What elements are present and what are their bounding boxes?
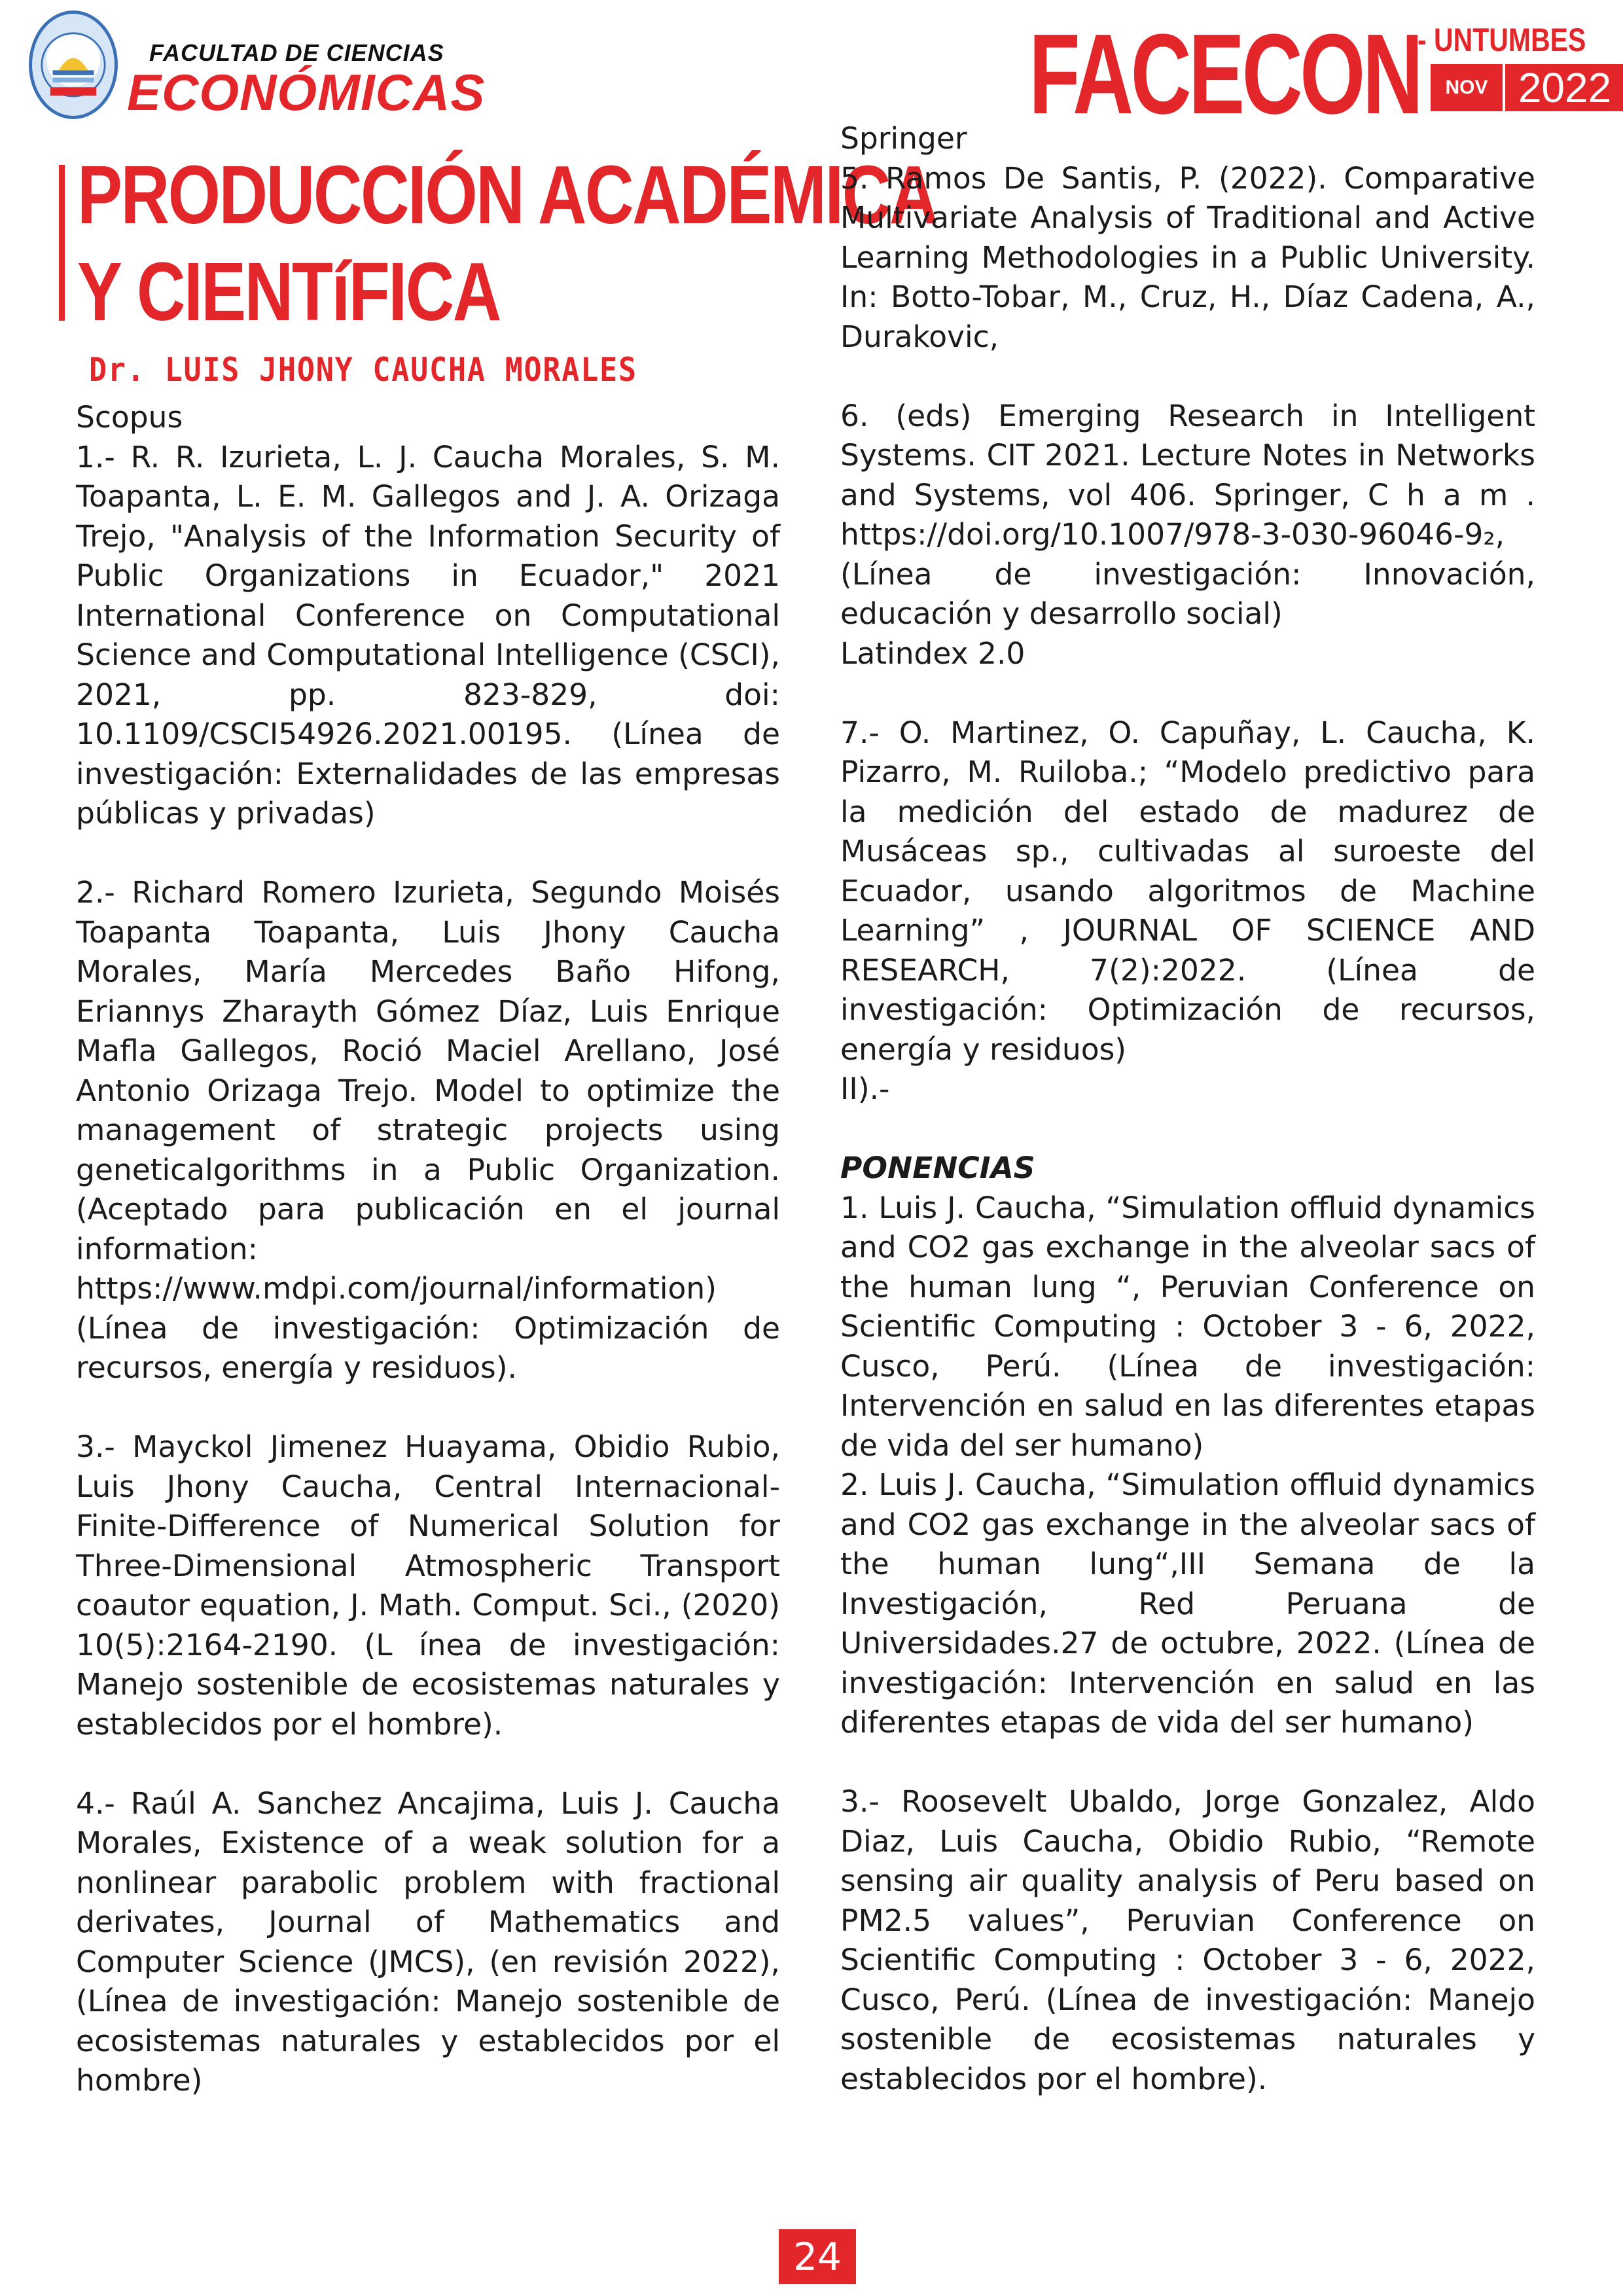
ponencia-item-2: 2. Luis J. Caucha, “Simulation offluid dynamics and CO2 gas exchange in the alveolar sacs of the human lung“,III Semana de la Investigación, Red Peruana de Universidades.27 de octubre, 2022. (Línea de investigación: Intervención en salud en las diferentes etapas de vida del ser humano) (840, 1467, 1535, 1740)
section-title (77, 147, 936, 340)
event-month-badge: NOV (1431, 64, 1503, 111)
faculty-logo (29, 10, 486, 128)
spacer (840, 1109, 1535, 1149)
title-accent-bar (59, 165, 65, 321)
spacer (840, 1743, 1535, 1783)
page-number: 24 (779, 2229, 856, 2284)
event-year-badge: 2022 (1503, 64, 1623, 111)
publication-item-1: 1.- R. R. Izurieta, L. J. Caucha Morales, S. M. Toapanta, L. E. M. Gallegos and J. A. Orizaga Trejo, "Analysis of the Information Security of Public Organizations in Ecuador," 2021 International Conference on Computational Science and Computational Intelligence (CSCI), 2021, pp. 823-829, doi: 10.1109/CSCI54926.2021.00195. (Línea de investigación: Externalidades de las empresas públicas y privadas) (76, 439, 780, 831)
university-seal-icon (29, 10, 118, 119)
ponencias-heading: PONENCIAS (840, 1151, 1035, 1185)
event-logo-suffix: - UNTUMBES (1418, 22, 1586, 58)
author-name: Dr. LUIS JHONY CAUCHA MORALES (89, 351, 637, 389)
springer-line: Springer (840, 121, 967, 156)
ponencia-item-3: 3.- Roosevelt Ubaldo, Jorge Gonzalez, Aldo Diaz, Luis Caucha, Obidio Rubio, “Remote sensing air quality analysis of Peru based on PM2.5 values”, Peruvian Conference on Scientific Computing : October 3 - 6, 2022, Cusco, Perú. (Línea de investigación: Manejo sostenible de ecosistemas naturales y establecidos por el hombre). (840, 1784, 1535, 2096)
latindex-label: Latindex 2.0 (840, 636, 1026, 671)
spacer (76, 1744, 780, 1784)
publication-item-7-tail: II).- (840, 1071, 890, 1106)
ponencia-item-1: 1. Luis J. Caucha, “Simulation offluid dynamics and CO2 gas exchange in the alveolar sacs of the human lung “, Peruvian Conference on Scientific Computing : October 3 - 6, 2022, Cusco, Perú. (Línea de investigación: Intervención en salud en las diferentes etapas de vida del ser humano) (840, 1190, 1535, 1463)
publication-item-4: 4.- Raúl A. Sanchez Ancajima, Luis J. Caucha Morales, Existence of a weak solution for a nonlinear parabolic problem with fractional derivates, Journal of Mathematics and Computer Science (JMCS), (en revisión 2022), (Línea de investigación: Manejo sostenible de ecosistemas naturales y establecidos por el hombre) (76, 1785, 780, 2098)
faculty-name-line2: ECONÓMICAS (127, 63, 486, 121)
spacer (840, 673, 1535, 713)
publication-item-7: 7.- O. Martinez, O. Capuñay, L. Caucha, K. Pizarro, M. Ruiloba.; “Modelo predictivo para la medición del estado de madurez de Musáceas sp., cultivadas al suroeste del Ecuador, usando algoritmos de Machine Learning” , JOURNAL OF SCIENCE AND RESEARCH, 7(2):2022. (Línea de investigación: Optimización de recursos, energía y residuos) (840, 715, 1535, 1067)
publication-item-3: 3.- Mayckol Jimenez Huayama, Obidio Rubio, Luis Jhony Caucha, Central Internacional- Finite-Difference of Numerical Solution for Three-Dimensional Atmospheric Transport coautor equation, J. Math. Comput. Sci., (2020) 10(5):2164-2190. (L ínea de investigación: Manejo sostenible de ecosistemas naturales y establecidos por el hombre). (76, 1429, 780, 1742)
spacer (840, 357, 1535, 397)
faculty-name-line1: FACULTAD DE CIENCIAS (149, 39, 444, 66)
publication-item-5: 5. Ramos De Santis, P. (2022). Comparative Multivariate Analysis of Traditional and Active Learning Methodologies in a Public University. In: Botto-Tobar, M., Cruz, H., Díaz Cadena, A., Durakovic, (840, 160, 1535, 354)
spacer (76, 1388, 780, 1428)
section-title-line1: PRODUCCIÓN ACADÉMICA (77, 149, 937, 241)
event-logo-title: FACECON (1029, 10, 1421, 137)
left-column (76, 398, 780, 2101)
scopus-label: Scopus (76, 400, 183, 435)
right-column (840, 119, 1535, 2099)
publication-item-6: 6. (eds) Emerging Research in Intelligent Systems. CIT 2021. Lecture Notes in Networks and Systems, vol 406. Springer, C h a m . https://doi.org/10.1007/978-3-030-96046-9₂, (Línea de investigación: Innovación, educación y desarrollo social) (840, 398, 1535, 631)
section-title-line2: Y CIENTíFICA (77, 245, 500, 338)
spacer (76, 834, 780, 874)
publication-item-2: 2.- Richard Romero Izurieta, Segundo Moisés Toapanta Toapanta, Luis Jhony Caucha Morales, María Mercedes Baño Hifong, Eriannys Zharayth Gómez Díaz, Luis Enrique Mafla Gallegos, Roció Maciel Arellano, José Antonio Orizaga Trejo. Model to optimize the management of strategic projects using geneticalgorithms in a Public Organization. (Aceptado para publicación en el journal information: https://www.mdpi.com/journal/information) (Línea de investigación: Optimización de recursos, energía y residuos). (76, 875, 780, 1385)
